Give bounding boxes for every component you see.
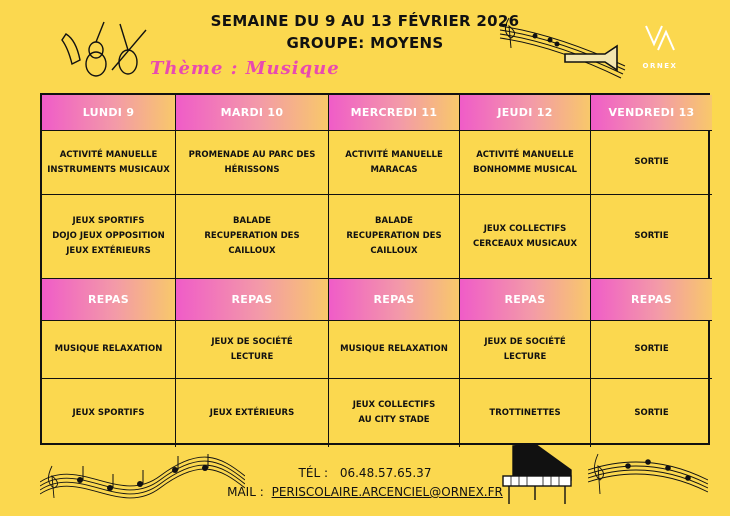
activity-cell: ACTIVITÉ MANUELLE BONHOMME MUSICAL [460, 131, 591, 195]
activity-cell: MUSIQUE RELAXATION [329, 321, 460, 379]
activity-cell: JEUX DE SOCIÉTÉ LECTURE [460, 321, 591, 379]
activity-cell: TROTTINETTES [460, 379, 591, 447]
group-title: GROUPE: MOYENS [286, 34, 444, 52]
theme-label: Thème : Musique [150, 58, 340, 79]
lunch-cell: REPAS [460, 279, 591, 321]
ornex-logo [640, 20, 680, 70]
activity-cell: SORTIE [591, 195, 712, 279]
day-header: VENDREDI 13 [591, 95, 712, 131]
phone-label: TÉL : [298, 466, 329, 480]
page-title: SEMAINE DU 9 AU 13 FÉVRIER 2026 [210, 12, 520, 30]
activity-cell: ACTIVITÉ MANUELLE INSTRUMENTS MUSICAUX [42, 131, 176, 195]
lunch-cell: REPAS [591, 279, 712, 321]
activity-cell: JEUX COLLECTIFS CERCEAUX MUSICAUX [460, 195, 591, 279]
day-header: MERCREDI 11 [329, 95, 460, 131]
activity-cell: BALADE RECUPERATION DES CAILLOUX [176, 195, 329, 279]
instruments-icon [60, 20, 150, 80]
logo-text: ORNEX [642, 62, 678, 70]
piano-icon [495, 440, 575, 508]
lunch-cell: REPAS [329, 279, 460, 321]
activity-cell: JEUX DE SOCIÉTÉ LECTURE [176, 321, 329, 379]
logo-mark-icon [640, 20, 680, 56]
lunch-cell: REPAS [176, 279, 329, 321]
activity-cell: SORTIE [634, 407, 669, 418]
mail-label: MAIL : [227, 485, 264, 499]
activity-cell: JEUX SPORTIFS [42, 379, 176, 447]
activity-cell: PROMENADE AU PARC DES HÉRISSONS [176, 131, 329, 195]
music-staff-icon [495, 14, 630, 80]
activity-cell: SORTIE [591, 321, 712, 379]
activity-cell: JEUX COLLECTIFS AU CITY STADE [329, 379, 460, 447]
schedule-table [40, 93, 710, 445]
phone-number: 06.48.57.65.37 [339, 466, 432, 480]
activity-cell: MUSIQUE RELAXATION [42, 321, 176, 379]
day-header: MARDI 10 [176, 95, 329, 131]
trumpet-icon [565, 46, 617, 70]
day-header: JEUDI 12 [460, 95, 591, 131]
activity-cell: JEUX SPORTIFS DOJO JEUX OPPOSITION JEUX EXTÉRIEURS [42, 195, 176, 279]
lunch-cell: REPAS [42, 279, 176, 321]
music-staff-icon [588, 440, 708, 510]
activity-cell: ACTIVITÉ MANUELLE MARACAS [329, 131, 460, 195]
mail-link[interactable]: PERISCOLAIRE.ARCENCIEL@ORNEX.FR [271, 485, 503, 499]
activity-cell: JEUX EXTÉRIEURS [176, 379, 329, 447]
activity-cell: BALADE RECUPERATION DES CAILLOUX [329, 195, 460, 279]
day-header: LUNDI 9 [42, 95, 176, 131]
activity-cell: SORTIE [591, 131, 712, 195]
